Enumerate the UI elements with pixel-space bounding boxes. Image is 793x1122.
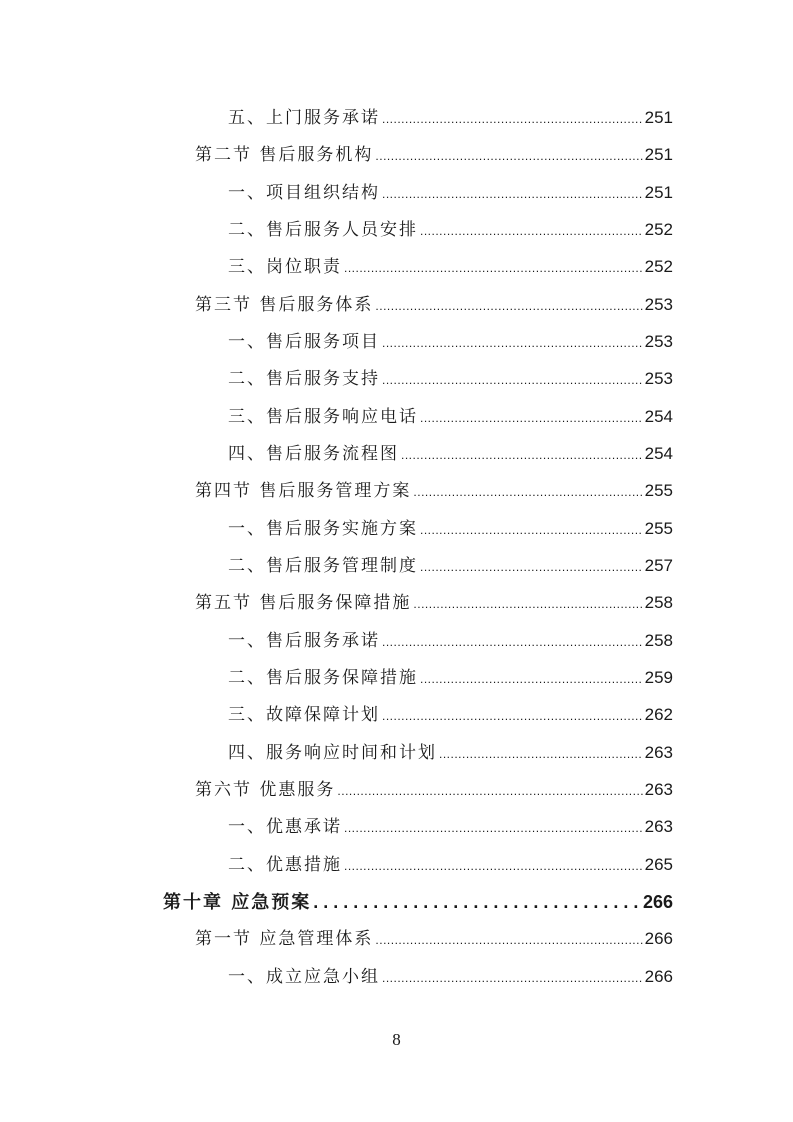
dot-leader <box>382 365 643 395</box>
toc-entry-label: 一、优惠承诺 <box>228 817 342 837</box>
dot-leader <box>382 701 643 731</box>
toc-entry[interactable] <box>228 738 673 768</box>
toc-entry[interactable] <box>195 924 673 954</box>
toc-entry[interactable] <box>228 402 673 432</box>
toc-entry-label: 四、售后服务流程图 <box>228 444 399 464</box>
toc-entry[interactable] <box>228 700 673 730</box>
toc-entry[interactable] <box>228 215 673 245</box>
toc-entry[interactable] <box>228 812 673 842</box>
dot-leader <box>344 813 643 843</box>
toc-entry-page: 254 <box>644 444 673 463</box>
toc-entry-label: 一、售后服务承诺 <box>228 631 380 651</box>
toc-entry-label: 二、售后服务管理制度 <box>228 556 418 576</box>
toc-entry-page: 262 <box>644 705 673 724</box>
toc-entry-label: 二、售后服务人员安排 <box>228 220 418 240</box>
dot-leader <box>420 403 643 433</box>
toc-entry[interactable] <box>228 626 673 656</box>
toc-entry-page: 255 <box>644 519 673 538</box>
dot-leader <box>344 253 643 283</box>
toc-entry-page: 252 <box>644 257 673 276</box>
dot-leader <box>413 477 642 507</box>
toc-entry-label: 三、岗位职责 <box>228 257 342 277</box>
toc-entry-label: 第六节 优惠服务 <box>195 780 336 800</box>
toc-entry[interactable] <box>228 962 673 992</box>
toc-entry-label: 第四节 售后服务管理方案 <box>195 481 412 501</box>
toc-entry-label: 二、售后服务支持 <box>228 369 380 389</box>
toc-entry-page: 251 <box>644 145 673 164</box>
toc-entry[interactable] <box>195 476 673 506</box>
dot-leader <box>420 552 643 582</box>
dot-leader <box>413 589 642 619</box>
toc-entry-label: 一、售后服务实施方案 <box>228 519 418 539</box>
dot-leader <box>375 291 642 321</box>
dot-leader <box>344 851 643 881</box>
toc-entry-page: 253 <box>644 369 673 388</box>
dot-leader <box>375 141 642 171</box>
toc-entry-label: 第五节 售后服务保障措施 <box>195 593 412 613</box>
toc-entry-label: 第一节 应急管理体系 <box>195 929 374 949</box>
toc-entry[interactable] <box>228 178 673 208</box>
dot-leader <box>401 440 643 470</box>
toc-entry[interactable] <box>195 775 673 805</box>
dot-leader <box>375 925 642 955</box>
toc-entry-page: 263 <box>644 817 673 836</box>
toc-entry-label: 三、售后服务响应电话 <box>228 407 418 427</box>
dot-leader <box>382 627 643 657</box>
dot-leader <box>382 963 643 993</box>
toc-entry-page: 258 <box>644 593 673 612</box>
toc-entry-page: 259 <box>644 668 673 687</box>
dot-leader <box>420 664 643 694</box>
toc-entry-label: 四、服务响应时间和计划 <box>228 743 437 763</box>
toc-entry[interactable] <box>195 290 673 320</box>
dot-leader <box>382 104 643 134</box>
toc-entry-page: 265 <box>644 855 673 874</box>
toc-entry[interactable] <box>228 252 673 282</box>
toc-entry-label: 第三节 售后服务体系 <box>195 295 374 315</box>
toc-entry-page: 253 <box>644 332 673 351</box>
dot-leader <box>313 887 641 917</box>
toc-entry-page: 252 <box>644 220 673 239</box>
toc-entry-label: 一、项目组织结构 <box>228 183 380 203</box>
toc-entry[interactable] <box>228 663 673 693</box>
toc-entry-page: 263 <box>644 743 673 762</box>
toc-entry-label: 二、优惠措施 <box>228 855 342 875</box>
toc-entry-page: 255 <box>644 481 673 500</box>
toc-entry[interactable] <box>228 514 673 544</box>
toc-entry[interactable] <box>228 439 673 469</box>
dot-leader <box>420 216 643 246</box>
toc-entry-label: 第二节 售后服务机构 <box>195 145 374 165</box>
dot-leader <box>420 515 643 545</box>
toc-entry[interactable] <box>228 327 673 357</box>
page-number: 8 <box>392 1030 401 1049</box>
toc-entry[interactable] <box>195 588 673 618</box>
toc-entry-label: 二、售后服务保障措施 <box>228 668 418 688</box>
toc-entry-page: 251 <box>644 183 673 202</box>
toc-entry-label: 第十章 应急预案 <box>163 892 312 913</box>
toc-entry[interactable] <box>195 140 673 170</box>
dot-leader <box>439 739 643 769</box>
toc-entry[interactable] <box>228 103 673 133</box>
toc-entry-label: 五、上门服务承诺 <box>228 108 380 128</box>
toc-entry-page: 254 <box>644 407 673 426</box>
toc-entry-page: 253 <box>644 295 673 314</box>
toc-entry-page: 257 <box>644 556 673 575</box>
dot-leader <box>337 776 642 806</box>
toc-entry[interactable] <box>228 850 673 880</box>
toc-entry[interactable] <box>228 364 673 394</box>
toc-entry-label: 三、故障保障计划 <box>228 705 380 725</box>
toc-entry-label: 一、成立应急小组 <box>228 967 380 987</box>
toc-entry-label: 一、售后服务项目 <box>228 332 380 352</box>
toc-entry-page: 258 <box>644 631 673 650</box>
toc-entry-page: 266 <box>644 967 673 986</box>
toc-entry-page: 263 <box>644 780 673 799</box>
dot-leader <box>382 179 643 209</box>
toc-chapter-entry[interactable] <box>163 887 673 917</box>
dot-leader <box>382 328 643 358</box>
toc-entry-page: 266 <box>644 929 673 948</box>
toc-entry-page: 251 <box>644 108 673 127</box>
toc-entry[interactable] <box>228 551 673 581</box>
toc-entry-page: 266 <box>642 892 673 912</box>
